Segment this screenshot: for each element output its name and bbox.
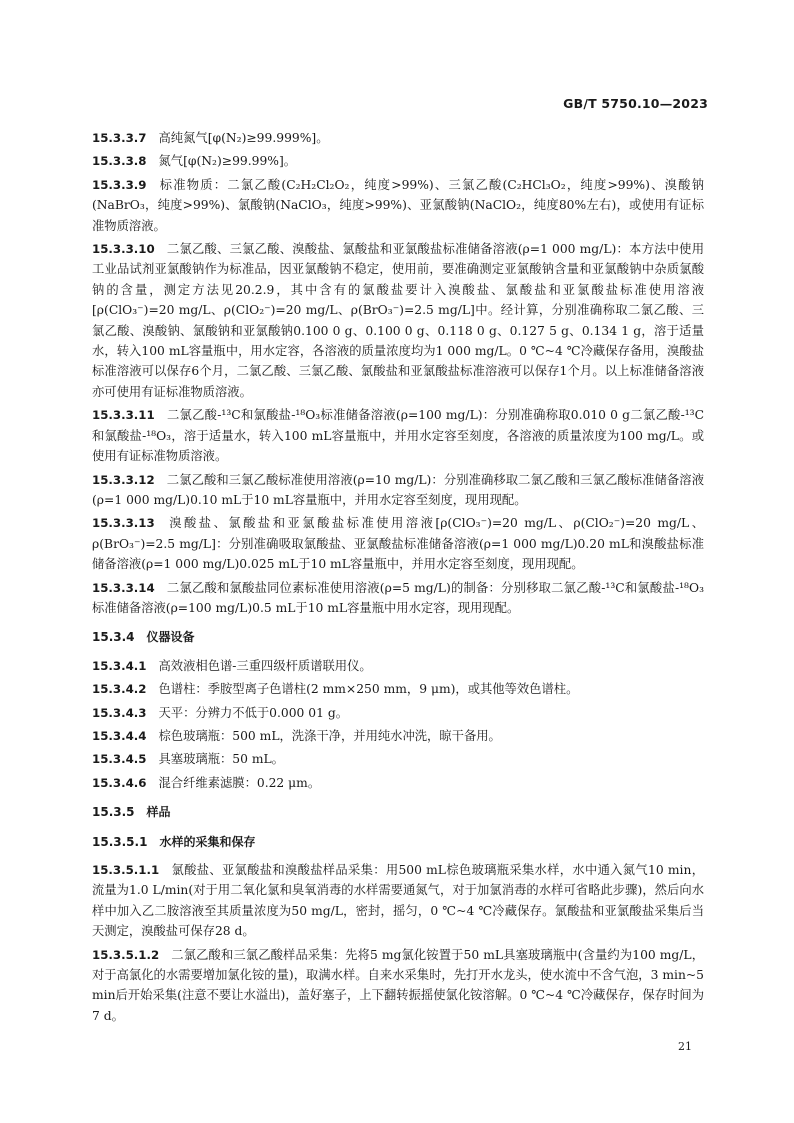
clause-15-3-3-10 — [92, 239, 704, 402]
clause-15-3-3-14 — [92, 578, 704, 619]
clause-number: 15.3.3.13 — [92, 516, 155, 531]
clause-15-3-4-1 — [92, 656, 704, 676]
clause-text: 二氯乙酸和三氯乙酸样品采集：先将5 mg氯化铵置于50 mL具塞玻璃瓶中(含量约为100 mg/L，对于高氯化的水需要增加氯化铵的量)，取满水样。自来水采集时，先打开水龙头，使水流中不含气泡，3 min~5 min后开始采集(注意不要让水溢出)，盖好塞子，上下翻转振摇使氯化铵溶解。0 ℃~4 ℃冷藏保存，保存时间为7 d。 — [92, 947, 704, 1023]
clause-text: 二氯乙酸、三氯乙酸、溴酸盐、氯酸盐和亚氯酸盐标准储备溶液(ρ=1 000 mg/L)：本方法中使用工业品试剂亚氯酸钠作为标准品，因亚氯酸钠不稳定，使用前，要准确测定亚氯酸钠含量和亚氯酸钠中杂质氯酸钠的含量，测定方法见20.2.9，其中含有的氯酸盐要计入溴酸盐、氯酸盐和亚氯酸盐标准使用溶液[ρ(ClO₃⁻)=20 mg/L、ρ(ClO₂⁻)=20 mg/L、ρ(BrO₃⁻)=2.5 mg/L]中。经计算，分别准确称取二氯乙酸、三氯乙酸、溴酸钠、氯酸钠和亚氯酸钠0.100 0 g、0.100 0 g、0.118 0 g、0.127 5 g、0.134 1 g，溶于适量水，转入100 mL容量瓶中，用水定容，各溶液的质量浓度均为1 000 mg/L。0 ℃~4 ℃冷藏保存备用，溴酸盐标准溶液可以保存6个月，二氯乙酸、三氯乙酸、氯酸盐和亚氯酸盐标准溶液可以保存1个月。以上标准储备溶液亦可使用有证标准物质溶液。 — [92, 242, 704, 399]
clause-number: 15.3.3.7 — [92, 131, 147, 145]
clause-number: 15.3.4.1 — [92, 658, 147, 673]
clause-text: 二氯乙酸和三氯乙酸标准使用溶液(ρ=10 mg/L)：分别准确移取二氯乙酸和三氯乙酸标准储备溶液(ρ=1 000 mg/L)0.10 mL于10 mL容量瓶中，并用水定容至刻度，现用现配。 — [92, 472, 704, 507]
clause-number: 15.3.4.4 — [92, 728, 147, 743]
clause-text: 二氯乙酸和氯酸盐同位素标准使用溶液(ρ=5 mg/L)的制备：分别移取二氯乙酸-¹³C和氯酸盐-¹⁸O₃标准储备溶液(ρ=100 mg/L)0.5 mL于10 mL容量瓶中用水定容，现用现配。 — [92, 580, 704, 615]
clause-text: 棕色玻璃瓶：500 mL，洗涤干净，并用纯水冲洗，晾干备用。 — [158, 728, 501, 743]
document-body — [92, 128, 704, 1026]
clause-15-3-4-6 — [92, 773, 704, 793]
clause-number: 15.3.3.12 — [92, 472, 155, 487]
clause-number: 15.3.3.14 — [92, 580, 155, 595]
section-heading-15-3-5 — [92, 802, 704, 822]
section-title: 水样的采集和保存 — [159, 834, 256, 849]
clause-text: 二氯乙酸-¹³C和氯酸盐-¹⁸O₃标准储备溶液(ρ=100 mg/L)：分别准确称取0.010 0 g二氯乙酸-¹³C和氯酸盐-¹⁸O₃，溶于适量水，转入100 mL容量瓶中，并用水定容至刻度，各溶液的质量浓度为100 mg/L。或使用有证标准物质溶液。 — [92, 408, 704, 464]
clause-15-3-3-7 — [92, 128, 704, 148]
clause-text: 溴酸盐、氯酸盐和亚氯酸盐标准使用溶液[ρ(ClO₃⁻)=20 mg/L、ρ(ClO₂⁻)=20 mg/L、ρ(BrO₃⁻)=2.5 mg/L]：分别准确吸取氯酸盐、亚氯酸盐标准储备溶液(ρ=1 000 mg/L)0.20 mL和溴酸盐标准储备溶液(ρ=1 000 mg/L)0.025 mL于10 mL容量瓶中，并用水定容至刻度，现用现配。 — [92, 516, 704, 572]
clause-15-3-5-1-2 — [92, 945, 704, 1027]
clause-number: 15.3.4.6 — [92, 775, 147, 790]
page-number: 21 — [678, 1040, 692, 1053]
section-number: 15.3.5 — [92, 805, 135, 820]
clause-15-3-3-8 — [92, 151, 704, 171]
clause-text: 具塞玻璃瓶：50 mL。 — [158, 752, 284, 767]
clause-number: 15.3.4.5 — [92, 752, 147, 767]
clause-number: 15.3.5.1.2 — [92, 947, 160, 962]
clause-15-3-3-9 — [92, 175, 704, 236]
clause-number: 15.3.5.1.1 — [92, 863, 160, 877]
clause-number: 15.3.3.9 — [92, 177, 147, 192]
clause-text: 高纯氮气[φ(N₂)≥99.999%]。 — [158, 131, 329, 145]
section-heading-15-3-4 — [92, 627, 704, 647]
section-number: 15.3.5.1 — [92, 834, 148, 849]
clause-15-3-3-12 — [92, 470, 704, 511]
section-title: 仪器设备 — [146, 630, 195, 645]
clause-text: 天平：分辨力不低于0.000 01 g。 — [158, 705, 349, 720]
clause-text: 氮气[φ(N₂)≥99.99%]。 — [158, 154, 297, 169]
clause-text: 混合纤维素滤膜：0.22 μm。 — [158, 775, 321, 790]
clause-15-3-4-5 — [92, 749, 704, 769]
clause-15-3-3-11 — [92, 405, 704, 466]
clause-number: 15.3.3.8 — [92, 154, 147, 169]
clause-15-3-5-1-1 — [92, 860, 704, 942]
clause-15-3-4-4 — [92, 726, 704, 746]
clause-text: 氯酸盐、亚氯酸盐和溴酸盐样品采集：用500 mL棕色玻璃瓶采集水样，水中通入氮气10 min，流量为1.0 L/min(对于用二氧化氯和臭氧消毒的水样需要通氮气，对于加氯消毒的水样可省略此步骤)，然后向水样中加入乙二胺溶液至其质量浓度为50 mg/L，密封，摇匀，0 ℃~4 ℃冷藏保存。氯酸盐和亚氯酸盐采集后当天测定，溴酸盐可保存28 d。 — [92, 863, 704, 939]
clause-text: 高效液相色谱-三重四级杆质谱联用仪。 — [158, 658, 372, 673]
clause-text: 标准物质：二氯乙酸(C₂H₂Cl₂O₂，纯度>99%)、三氯乙酸(C₂HCl₃O₂，纯度>99%)、溴酸钠(NaBrO₃，纯度>99%)、氯酸钠(NaClO₃，纯度>99%)、亚氯酸钠(NaClO₂，纯度80%左右)，或使用有证标准物质溶液。 — [92, 177, 704, 233]
section-number: 15.3.4 — [92, 630, 135, 645]
clause-number: 15.3.4.3 — [92, 705, 147, 720]
clause-text: 色谱柱：季胺型离子色谱柱(2 mm×250 mm，9 μm)，或其他等效色谱柱。 — [158, 682, 579, 697]
clause-number: 15.3.3.10 — [92, 242, 155, 257]
section-title: 样品 — [146, 805, 171, 820]
standard-code: GB/T 5750.10—2023 — [563, 96, 708, 111]
clause-number: 15.3.3.11 — [92, 408, 155, 423]
clause-number: 15.3.4.2 — [92, 682, 147, 697]
clause-15-3-3-13 — [92, 513, 704, 574]
clause-15-3-4-3 — [92, 703, 704, 723]
clause-15-3-4-2 — [92, 679, 704, 699]
section-heading-15-3-5-1 — [92, 832, 704, 852]
